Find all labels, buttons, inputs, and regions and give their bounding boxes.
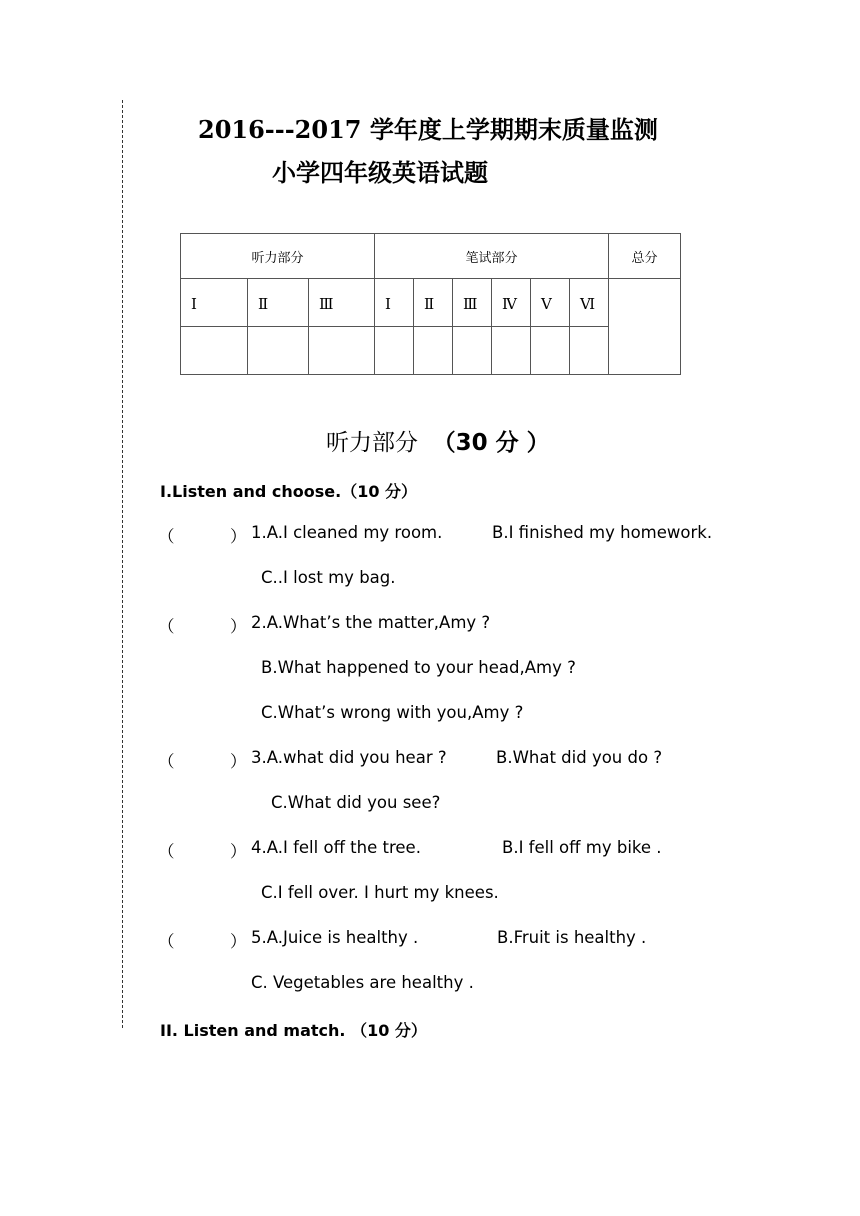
score-cell[interactable] [309,327,375,375]
q5-option-b: B.Fruit is healthy . [497,928,647,947]
total-header: 总分 [609,234,681,279]
listening-header: 听力部分 [181,234,375,279]
part2-heading: II. Listen and match. （10 分） [160,1021,427,1040]
q1-option-c: C..I lost my bag. [261,568,396,587]
q3-option-b: B.What did you do ? [496,748,663,767]
q5-option-c: C. Vegetables are healthy . [251,973,474,992]
score-cell[interactable] [570,327,609,375]
answer-paren-close: ） [230,752,247,771]
answer-paren-open: （ [158,932,175,951]
answer-paren-open: （ [158,527,175,546]
q1-option-b: B.I finished my homework. [492,523,713,542]
answer-paren-open: （ [158,842,175,861]
total-score-cell[interactable] [609,279,681,375]
listening-col-2: Ⅱ [248,279,309,327]
q2-option-c: C.What’s wrong with you,Amy ? [261,703,524,722]
answer-paren-close: ） [230,527,247,546]
q2-option-b: B.What happened to your head,Amy ? [261,658,576,677]
written-col-5: Ⅴ [531,279,570,327]
answer-paren-open: （ [158,752,175,771]
score-cell[interactable] [492,327,531,375]
section-title-text: 听力部分 [326,430,418,456]
q4-option-c: C.I fell over. I hurt my knees. [261,883,499,902]
written-col-2: Ⅱ [414,279,453,327]
answer-paren-close: ） [230,617,247,636]
written-col-3: Ⅲ [453,279,492,327]
section-heading [326,424,550,457]
exam-subtitle: 小学四年级英语试题 [272,158,488,187]
listening-col-3: Ⅲ [309,279,375,327]
listening-col-1: Ⅰ [181,279,248,327]
answer-paren-close: ） [230,842,247,861]
score-cell[interactable] [181,327,248,375]
written-col-1: Ⅰ [375,279,414,327]
score-cell[interactable] [375,327,414,375]
written-col-6: Ⅵ [570,279,609,327]
q4-option-a: 4.A.I fell off the tree. [251,838,421,857]
exam-title: 2016---2017 学年度上学期期末质量监测 [198,115,658,144]
score-cell[interactable] [248,327,309,375]
q4-option-b: B.I fell off my bike . [502,838,662,857]
score-table [180,233,681,375]
score-cell[interactable] [531,327,570,375]
q1-option-a: 1.A.I cleaned my room. [251,523,443,542]
written-col-4: Ⅳ [492,279,531,327]
q2-option-a: 2.A.What’s the matter,Amy ? [251,613,491,632]
q5-option-a: 5.A.Juice is healthy . [251,928,419,947]
q3-option-c: C.What did you see? [271,793,441,812]
score-cell[interactable] [453,327,492,375]
q3-option-a: 3.A.what did you hear ? [251,748,447,767]
part1-heading: I.Listen and choose.（10 分） [160,482,418,501]
written-header: 笔试部分 [375,234,609,279]
section-points: （30 分 ） [432,430,550,456]
binding-dashed-line [122,100,123,1028]
answer-paren-close: ） [230,932,247,951]
score-cell[interactable] [414,327,453,375]
answer-paren-open: （ [158,617,175,636]
